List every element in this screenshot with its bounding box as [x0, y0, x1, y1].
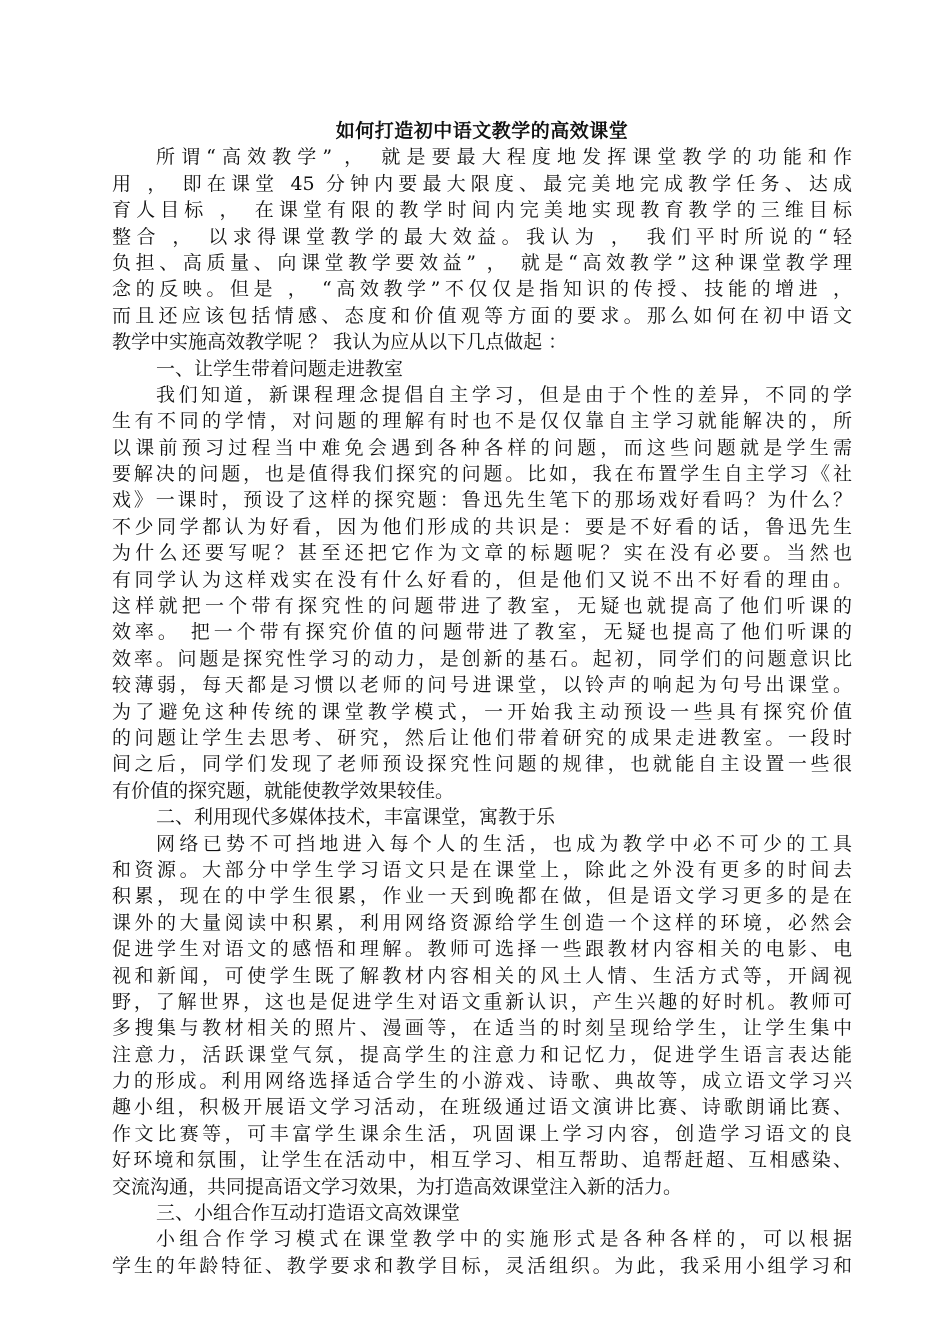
- text-line: 不少同学都认为好看，因为他们形成的共识是：要是不好看的话，鲁迅先生: [112, 515, 852, 538]
- text-line: 学生的年龄特征、教学要求和教学目标，灵活组织。为此，我采用小组学习和: [112, 1254, 852, 1277]
- section-heading: 一、让学生带着问题走进教室: [156, 357, 404, 380]
- text-line: 积累，现在的中学生很累，作业一天到晚都在做，但是语文学习更多的是在: [112, 885, 852, 908]
- text-line: 多搜集与教材相关的照片、漫画等，在适当的时刻呈现给学生，让学生集中: [112, 1017, 852, 1040]
- document-body: [112, 144, 852, 1279]
- text-line: 育人目标 ， 在课堂有限的教学时间内完美地实现教育教学的三维目标: [112, 199, 852, 222]
- section-heading: 三、小组合作互动打造语文高效课堂: [156, 1202, 461, 1225]
- text-line: 负担、高质量、向课堂教学要效益” ， 就是“高效教学”这种课堂教学理: [112, 251, 852, 274]
- text-line: 戏》一课时，预设了这样的探究题：鲁迅先生笔下的那场戏好看吗？为什么？: [112, 489, 852, 512]
- document-page: [112, 118, 852, 1279]
- text-line: 我们知道，新课程理念提倡自主学习，但是由于个性的差异，不同的学: [156, 383, 852, 406]
- text-line: 间之后，同学们发现了老师预设探究性问题的规律，也就能自主设置一些很: [112, 753, 852, 776]
- text-line: 效率。 把一个带有探究价值的问题带进了教室，无疑也提高了他们听课的: [112, 621, 852, 644]
- text-line: 所谓“高效教学” ， 就是要最大程度地发挥课堂教学的功能和作: [156, 146, 852, 169]
- text-line: 促进学生对语文的感悟和理解。教师可选择一些跟教材内容相关的电影、电: [112, 938, 852, 961]
- text-line: 的问题让学生去思考、研究，然后让他们带着研究的成果走进教室。一段时: [112, 726, 852, 749]
- text-line: 作文比赛等，可丰富学生课余生活，巩固课上学习内容，创造学习语文的良: [112, 1122, 852, 1145]
- text-line: 交流沟通，共同提高语文学习效果，为打造高效课堂注入新的活力。: [112, 1175, 683, 1198]
- text-line: 网络已势不可挡地进入每个人的生活，也成为教学中必不可少的工具: [156, 832, 852, 855]
- text-line: 较薄弱，每天都是习惯以老师的问号进课堂，以铃声的响起为句号出课堂。: [112, 674, 852, 697]
- text-line: 好环境和氛围，让学生在活动中，相互学习、相互帮助、追帮赶超、互相感染、: [112, 1149, 852, 1172]
- text-line: 效率。问题是探究性学习的动力，是创新的基石。起初，同学们的问题意识比: [112, 647, 852, 670]
- document-title: 如何打造初中语文教学的高效课堂: [335, 120, 629, 142]
- text-line: 念的反映。但是 ， “高效教学”不仅仅是指知识的传授、技能的增进 ，: [112, 278, 852, 301]
- text-line: 趣小组，积极开展语文学习活动，在班级通过语文演讲比赛、诗歌朗诵比赛、: [112, 1096, 852, 1119]
- text-line: 注意力，活跃课堂气氛，提高学生的注意力和记忆力，促进学生语言表达能: [112, 1043, 852, 1066]
- text-line: 有价值的探究题，就能使教学效果较佳。: [112, 779, 455, 802]
- text-line: 小组合作学习模式在课堂教学中的实施形式是各种各样的，可以根据: [156, 1228, 852, 1251]
- text-line: 以课前预习过程当中难免会遇到各种各样的问题，而这些问题就是学生需: [112, 436, 852, 459]
- text-line: 为了避免这种传统的课堂教学模式，一开始我主动预设一些具有探究价值: [112, 700, 852, 723]
- text-line: 有同学认为这样戏实在没有什么好看的，但是他们又说不出不好看的理由。: [112, 568, 852, 591]
- text-line: 要解决的问题，也是值得我们探究的问题。比如，我在布置学生自主学习《社: [112, 463, 852, 486]
- text-line: 这样就把一个带有探究性的问题带进了教室，无疑也就提高了他们听课的: [112, 595, 852, 618]
- text-line: 课外的大量阅读中积累，利用网络资源给学生创造一个这样的环境，必然会: [112, 911, 852, 934]
- text-line: 和资源。大部分中学生学习语文只是在课堂上，除此之外没有更多的时间去: [112, 858, 852, 881]
- text-line: 而且还应该包括情感、态度和价值观等方面的要求。那么如何在初中语文: [112, 304, 852, 327]
- text-line: 视和新闻，可使学生既了解教材内容相关的风土人情、生活方式等，开阔视: [112, 964, 852, 987]
- text-line: 为什么还要写呢？甚至还把它作为文章的标题呢？实在没有必要。当然也: [112, 542, 852, 565]
- text-line: 教学中实施高效教学呢 ？ 我认为应从以下几点做起 ：: [112, 331, 568, 354]
- section-heading: 二、利用现代多媒体技术，丰富课堂，寓教于乐: [156, 806, 556, 829]
- text-line: 用 ， 即在课堂 45 分钟内要最大限度、最完美地完成教学任务、达成: [112, 172, 852, 195]
- text-line: 野，了解世界，这也是促进学生对语文重新认识，产生兴趣的好时机。教师可: [112, 990, 852, 1013]
- text-line: 力的形成。利用网络选择适合学生的小游戏、诗歌、典故等，成立语文学习兴: [112, 1070, 852, 1093]
- text-line: 整合 ， 以求得课堂教学的最大效益。我认为 ， 我们平时所说的“轻: [112, 225, 852, 248]
- text-line: 生有不同的学情，对问题的理解有时也不是仅仅靠自主学习就能解决的，所: [112, 410, 852, 433]
